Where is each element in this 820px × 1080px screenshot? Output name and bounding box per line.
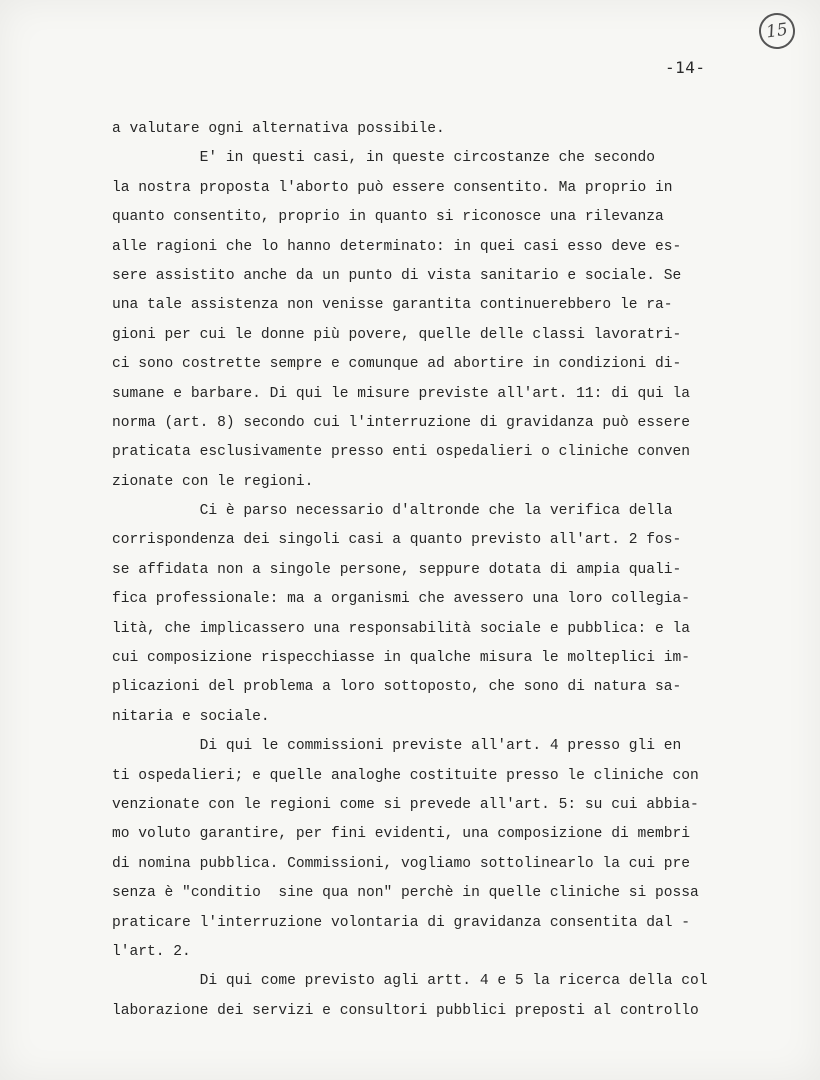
text-line: venzionate con le regioni come si prevede all'art. 5: su cui abbia-: [112, 796, 699, 813]
text-line: norma (art. 8) secondo cui l'interruzione di gravidanza può essere: [112, 414, 691, 431]
text-line: a valutare ogni alternativa possibile.: [112, 121, 445, 137]
text-line: praticare l'interruzione volontaria di gravidanza consentita dal -: [112, 914, 691, 931]
text-line: ti ospedalieri; e quelle analoghe costituite presso le cliniche con: [112, 767, 699, 784]
text-line: fica professionale: ma a organismi che avessero una loro collegia-: [112, 591, 691, 608]
body-text: [112, 115, 792, 1026]
text-line: se affidata non a singole persone, seppure dotata di ampia quali-: [112, 561, 682, 578]
text-line: laborazione dei servizi e consultori pubblici preposti al controllo: [112, 1002, 699, 1019]
text-line: senza è "conditio sine qua non" perchè in quelle cliniche si possa: [112, 885, 699, 902]
text-line: l'art. 2.: [112, 943, 191, 960]
text-line: Di qui le commissioni previste all'art. 4 presso gli en: [112, 738, 682, 755]
text-line: una tale assistenza non venisse garantita continuerebbero le ra-: [112, 297, 673, 314]
text-line: sumane e barbare. Di qui le misure previste all'art. 11: di qui la: [112, 385, 691, 402]
text-line: Ci è parso necessario d'altronde che la verifica della: [112, 503, 673, 520]
text-line: mo voluto garantire, per fini evidenti, una composizione di membri: [112, 826, 691, 843]
text-line: di nomina pubblica. Commissioni, vogliamo sottolinearlo la cui pre: [112, 855, 691, 872]
text-line: alle ragioni che lo hanno determinato: in quei casi esso deve es-: [112, 238, 682, 255]
text-line: sere assistito anche da un punto di vista sanitario e sociale. Se: [112, 267, 682, 284]
text-line: praticata esclusivamente presso enti ospedalieri o cliniche conven: [112, 444, 691, 461]
text-line: nitaria e sociale.: [112, 708, 270, 725]
text-line: zionate con le regioni.: [112, 473, 314, 490]
text-line: E' in questi casi, in queste circostanze che secondo: [112, 150, 655, 167]
text-line: gioni per cui le donne più povere, quelle delle classi lavoratri-: [112, 326, 682, 343]
text-line: cui composizione rispecchiasse in qualche misura le molteplici im-: [112, 650, 691, 667]
text-line: Di qui come previsto agli artt. 4 e 5 la ricerca della col: [112, 973, 708, 990]
text-line: corrispondenza dei singoli casi a quanto previsto all'art. 2 fos-: [112, 532, 682, 549]
text-line: la nostra proposta l'aborto può essere consentito. Ma proprio in: [112, 179, 673, 196]
text-line: quanto consentito, proprio in quanto si riconosce una rilevanza: [112, 209, 664, 226]
page-number: -14-: [665, 58, 706, 77]
text-line: ci sono costrette sempre e comunque ad abortire in condizioni di-: [112, 356, 682, 373]
text-line: plicazioni del problema a loro sottoposto, che sono di natura sa-: [112, 679, 682, 696]
text-line: lità, che implicassero una responsabilità sociale e pubblica: e la: [112, 620, 691, 637]
archive-stamp: 15: [757, 11, 798, 52]
